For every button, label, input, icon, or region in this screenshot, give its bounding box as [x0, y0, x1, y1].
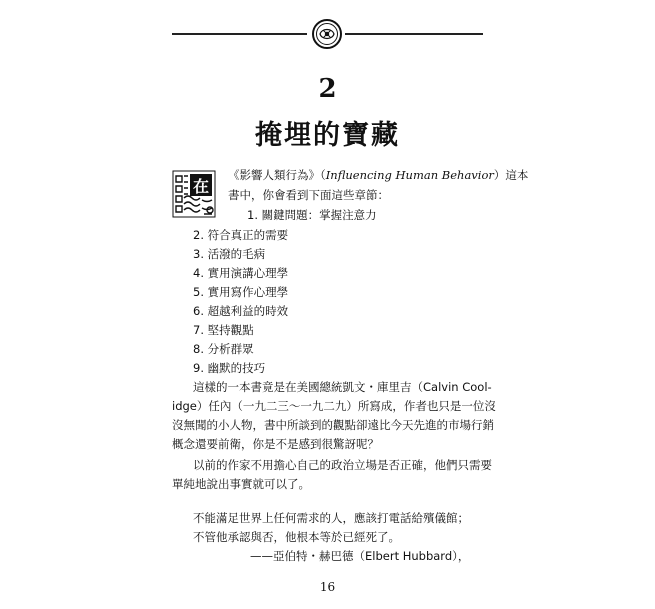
intro-line-1: [228, 166, 528, 185]
paragraph-line: 這樣的一本書竟是在美國總統凱文・庫里吉（Calvin Cool-: [193, 380, 492, 394]
list-item: 4. 實用演講心理學: [193, 266, 289, 280]
list-item: 1. 關鍵問題：掌握注意力: [247, 208, 377, 222]
list-item: 5. 實用寫作心理學: [193, 285, 289, 299]
chapter-number: 2: [318, 74, 337, 104]
book-title-italic: Influencing Human Behavior: [325, 168, 494, 182]
header-rule-left: [172, 33, 307, 35]
list-item: 9. 幽默的技巧: [193, 361, 266, 375]
paragraph-line: idge）任內（一九二三～一九二九）所寫成，作者也只是一位沒: [172, 399, 496, 413]
header-rule-right: [345, 33, 483, 35]
intro-text: ）這本: [493, 168, 529, 182]
list-item: 7. 堅持觀點: [193, 323, 254, 337]
list-item: 2. 符合真正的需要: [193, 228, 289, 242]
paragraph-line: 單純地說出事實就可以了。: [172, 477, 310, 491]
list-item: 6. 超越利益的時效: [193, 304, 289, 318]
dropcap-letter: 在: [190, 174, 212, 196]
list-item: 8. 分析群眾: [193, 342, 254, 356]
quote-attribution: ——亞伯特・赫巴德（Elbert Hubbard），: [250, 549, 470, 563]
header-ornament-icon: [311, 18, 343, 50]
paragraph-line: 沒無聞的小人物，書中所談到的觀點卻遠比今天先進的市場行銷: [172, 418, 494, 432]
paragraph-line: 以前的作家不用擔心自己的政治立場是否正確，他們只需要: [193, 458, 492, 472]
intro-text: 《影響人類行為》（: [228, 168, 326, 182]
quote-line: 不能滿足世界上任何需求的人，應該打電話給殯儀館；: [193, 511, 469, 525]
quote-line: 不管他承認與否，他根本等於已經死了。: [193, 530, 400, 544]
paragraph-line: 概念還要前衛，你是不是感到很驚訝呢？: [172, 437, 379, 451]
chapter-title: 掩埋的寶藏: [255, 120, 400, 151]
list-item: 3. 活潑的毛病: [193, 247, 266, 261]
intro-line-2: 書中，你會看到下面這些章節：: [228, 188, 389, 202]
page-number: 16: [319, 580, 336, 594]
